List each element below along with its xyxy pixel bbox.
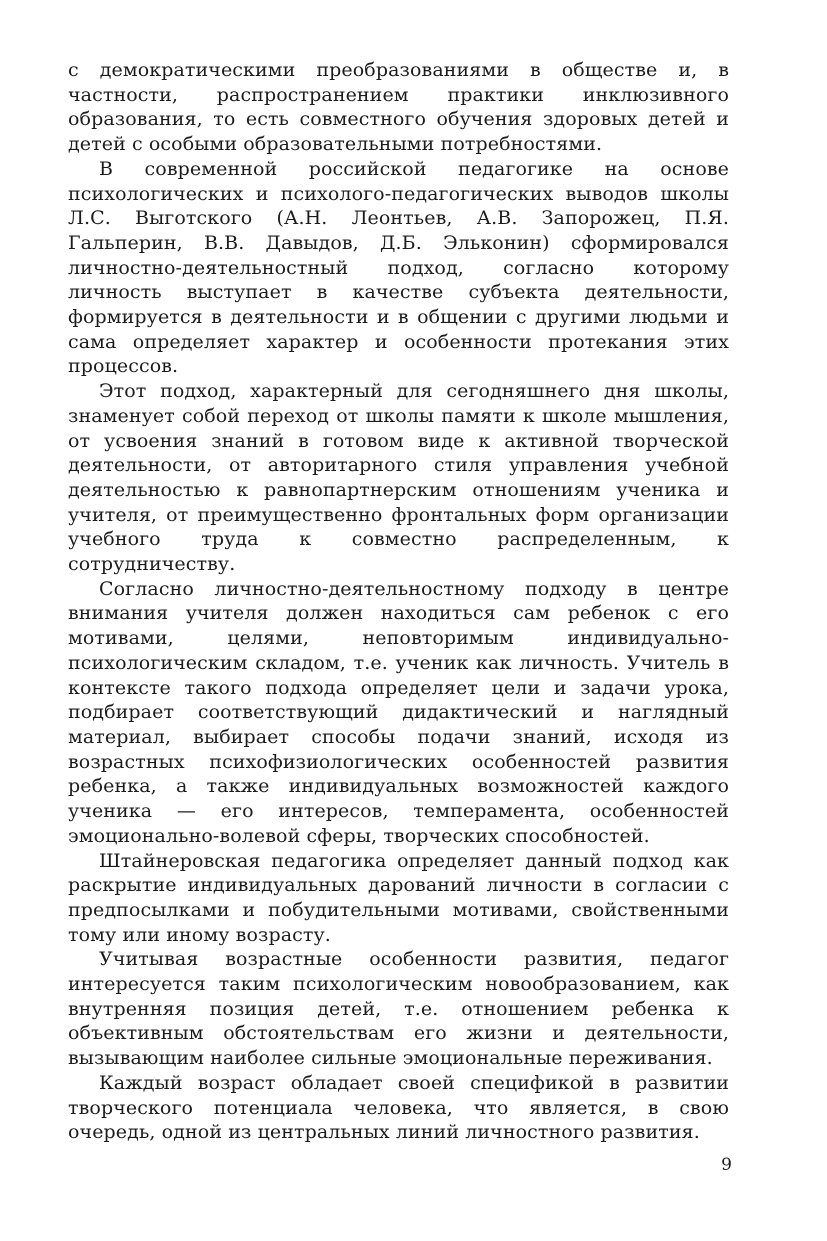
paragraph: Учитывая возрастные особенности развития, педагог интересуется таким психологическим новообразованием, как внутренняя позиция детей, т.е. отношением ребенка к объективным обстоятельствам его жизни и деятельности, вызывающим наиболее сильные эмоциональные переживания.: [68, 948, 729, 1070]
paragraph: Этот подход, характерный для сегодняшнего дня школы, знаменует собой переход от школы памяти к школе мышления, от усвоения знаний в готовом виде к активной творческой деятельности, от авторитарного стиля управления учебной деятельностью к равнопартнерским отношениям ученика и учителя, от преимущественно фронтальных форм организации учебного труда к совместно распределенным, к сотрудничеству.: [68, 380, 729, 576]
paragraph-continued: с демократическими преобразованиями в обществе и, в частности, распространением практики инклюзивного образования, то есть совместного обучения здоровых детей и детей с особыми образовательными потребностями.: [68, 59, 729, 156]
paragraph: Каждый возраст обладает своей спецификой в развитии творческого потенциала человека, что является, в свою очередь, одной из центральных линий личностного развития.: [68, 1071, 729, 1144]
paragraph: В современной российской педагогике на основе психологических и психолого-педагогических выводов школы Л.С. Выготского (А.Н. Леонтьев, А.В. Запорожец, П.Я. Гальперин, В.В. Давыдов, Д.Б. Эльконин) сформировался личностно-деятельностный подход, согласно которому личность выступает в качестве субъекта деятельности, формируется в деятельности и в общении с другими людьми и сама определяет характер и особенности протекания этих процессов.: [68, 157, 729, 378]
page-number: 9: [721, 1155, 732, 1175]
page-body: [68, 58, 729, 1145]
paragraph: Согласно личностно-деятельностному подходу в центре внимания учителя должен находиться сам ребенок с его мотивами, целями, неповторимым индивидуально-психологическим складом, т.е. ученик как личность. Учитель в контексте такого подхода определяет цели и задачи урока, подбирает соответствующий дидактический и наглядный материал, выбирает способы подачи знаний, исходя из возрастных психофизиологических особенностей развития ребенка, а также индивидуальных возможностей каждого ученика — его интересов, темперамента, особенностей эмоционально-волевой сферы, творческих способностей.: [68, 577, 729, 847]
paragraph: Штайнеровская педагогика определяет данный подход как раскрытие индивидуальных дарований личности в согласии с предпосылками и побудительными мотивами, свойственными тому или иному возрасту.: [68, 849, 729, 946]
